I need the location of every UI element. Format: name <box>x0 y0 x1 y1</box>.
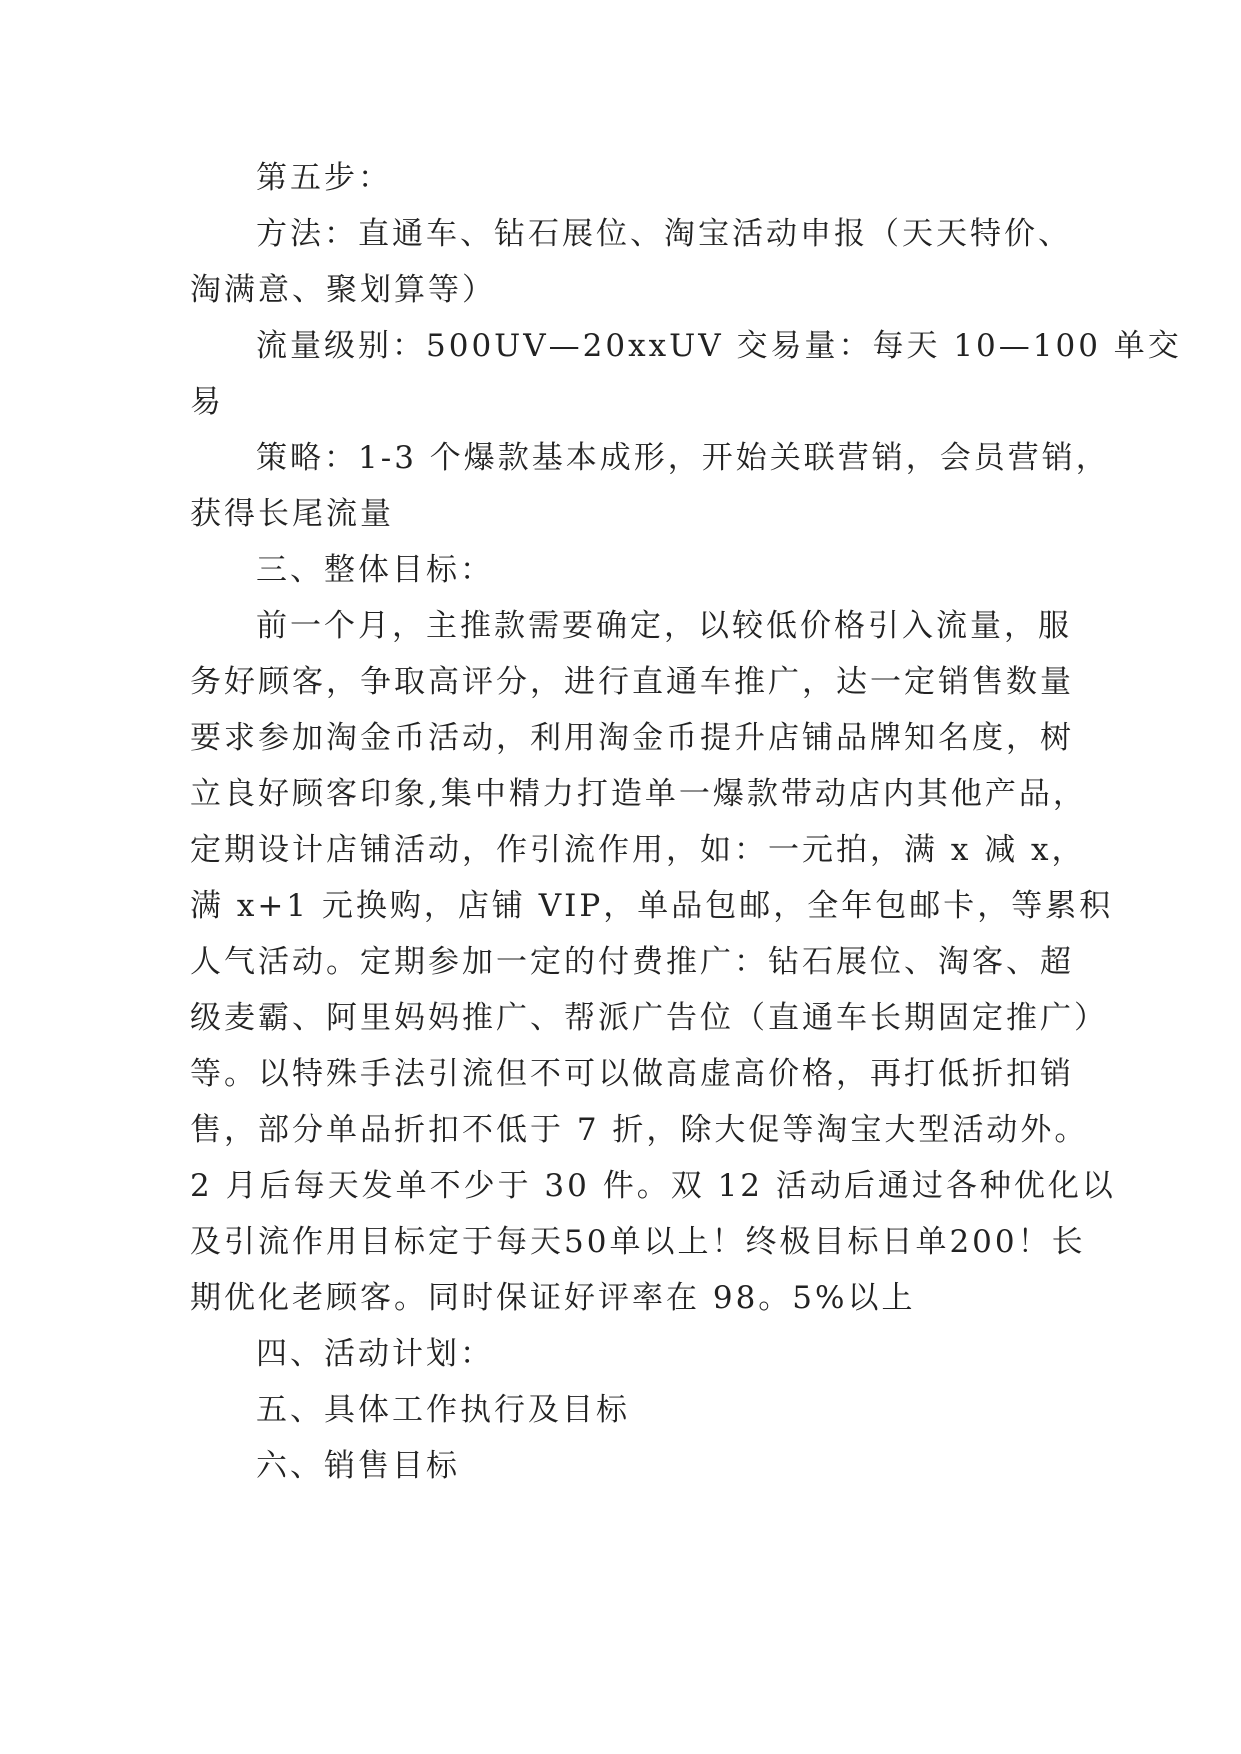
text-line: 流量级别：500UV—20xxUV 交易量：每天 10—100 单交 <box>256 328 1182 364</box>
text-line: 及引流作用目标定于每天50单以上！终极目标日单200！长 <box>190 1224 1086 1260</box>
text-line: 务好顾客，争取高评分，进行直通车推广，达一定销售数量 <box>190 664 1074 700</box>
section-heading: 五、具体工作执行及目标 <box>256 1392 630 1428</box>
text-line: 第五步： <box>256 160 392 196</box>
text-line: 等。以特殊手法引流但不可以做高虚高价格，再打低折扣销 <box>190 1056 1074 1092</box>
section-heading: 六、销售目标 <box>256 1448 460 1484</box>
text-line: 策略：1-3 个爆款基本成形，开始关联营销，会员营销， <box>256 440 1110 476</box>
text-line: 2 月后每天发单不少于 30 件。双 12 活动后通过各种优化以 <box>190 1168 1116 1204</box>
text-line: 定期设计店铺活动，作引流作用，如：一元拍，满 x 减 x， <box>190 832 1086 868</box>
text-line: 易 <box>190 384 224 420</box>
section-heading: 四、活动计划： <box>256 1336 494 1372</box>
text-line: 售，部分单品折扣不低于 7 折，除大促等淘宝大型活动外。 <box>190 1112 1089 1148</box>
text-line: 淘满意、聚划算等） <box>190 272 496 308</box>
document-page <box>190 150 1182 1494</box>
text-line: 人气活动。定期参加一定的付费推广：钻石展位、淘客、超 <box>190 944 1074 980</box>
text-line: 要求参加淘金币活动，利用淘金币提升店铺品牌知名度，树 <box>190 720 1074 756</box>
text-line: 立良好顾客印象,集中精力打造单一爆款带动店内其他产品， <box>190 776 1087 812</box>
text-line: 前一个月，主推款需要确定，以较低价格引入流量，服 <box>256 608 1072 644</box>
text-line: 级麦霸、阿里妈妈推广、帮派广告位（直通车长期固定推广） <box>190 1000 1108 1036</box>
text-line: 方法：直通车、钻石展位、淘宝活动申报（天天特价、 <box>256 216 1072 252</box>
text-line: 满 x+1 元换购，店铺 VIP，单品包邮，全年包邮卡，等累积 <box>190 888 1114 924</box>
text-line: 期优化老顾客。同时保证好评率在 98。5%以上 <box>190 1280 916 1316</box>
text-line: 获得长尾流量 <box>190 496 394 532</box>
section-heading: 三、整体目标： <box>256 552 494 588</box>
